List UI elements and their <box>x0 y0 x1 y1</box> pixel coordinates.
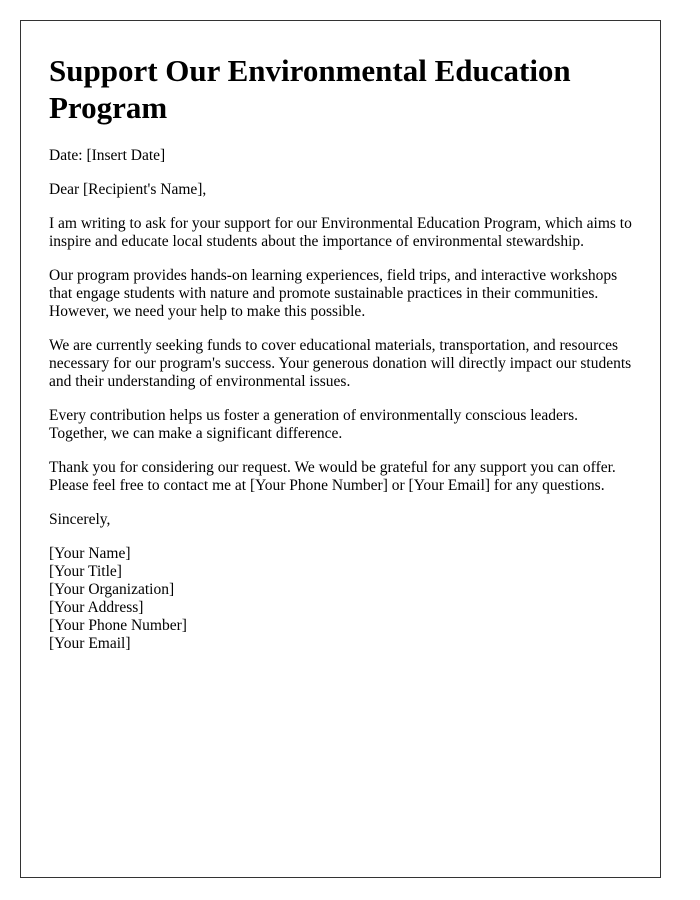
date-line: Date: [Insert Date] <box>49 147 166 164</box>
letter-title: Support Our Environmental Education Program <box>49 53 571 125</box>
body-paragraph-2: Our program provides hands-on learning experiences, field trips, and interactive workshops that engage students with nature and promote sustainable practices in their communities. However, we need your help to make this possible. <box>49 267 618 320</box>
signature-title: [Your Title] <box>49 563 122 580</box>
body-paragraph-5: Thank you for considering our request. We would be grateful for any support you can offer. Please feel free to contact me at [Your Phone Number] or [Your Email] for any questions. <box>49 459 616 494</box>
closing: Sincerely, <box>49 511 111 528</box>
letter-content <box>49 52 639 653</box>
signature-name: [Your Name] <box>49 545 131 562</box>
signature-block <box>49 545 639 653</box>
body-paragraph-1: I am writing to ask for your support for our Environmental Education Program, which aims to inspire and educate local students about the importance of environmental stewardship. <box>49 215 632 250</box>
letter-page <box>20 20 661 878</box>
signature-email: [Your Email] <box>49 635 131 652</box>
salutation: Dear [Recipient's Name], <box>49 181 207 198</box>
signature-organization: [Your Organization] <box>49 581 175 598</box>
signature-phone: [Your Phone Number] <box>49 617 187 634</box>
body-paragraph-3: We are currently seeking funds to cover educational materials, transportation, and resources necessary for our program's success. Your generous donation will directly impact our students and their understanding of environmental issues. <box>49 337 632 390</box>
body-paragraph-4: Every contribution helps us foster a generation of environmentally conscious leaders. Together, we can make a significant difference. <box>49 407 578 442</box>
signature-address: [Your Address] <box>49 599 144 616</box>
